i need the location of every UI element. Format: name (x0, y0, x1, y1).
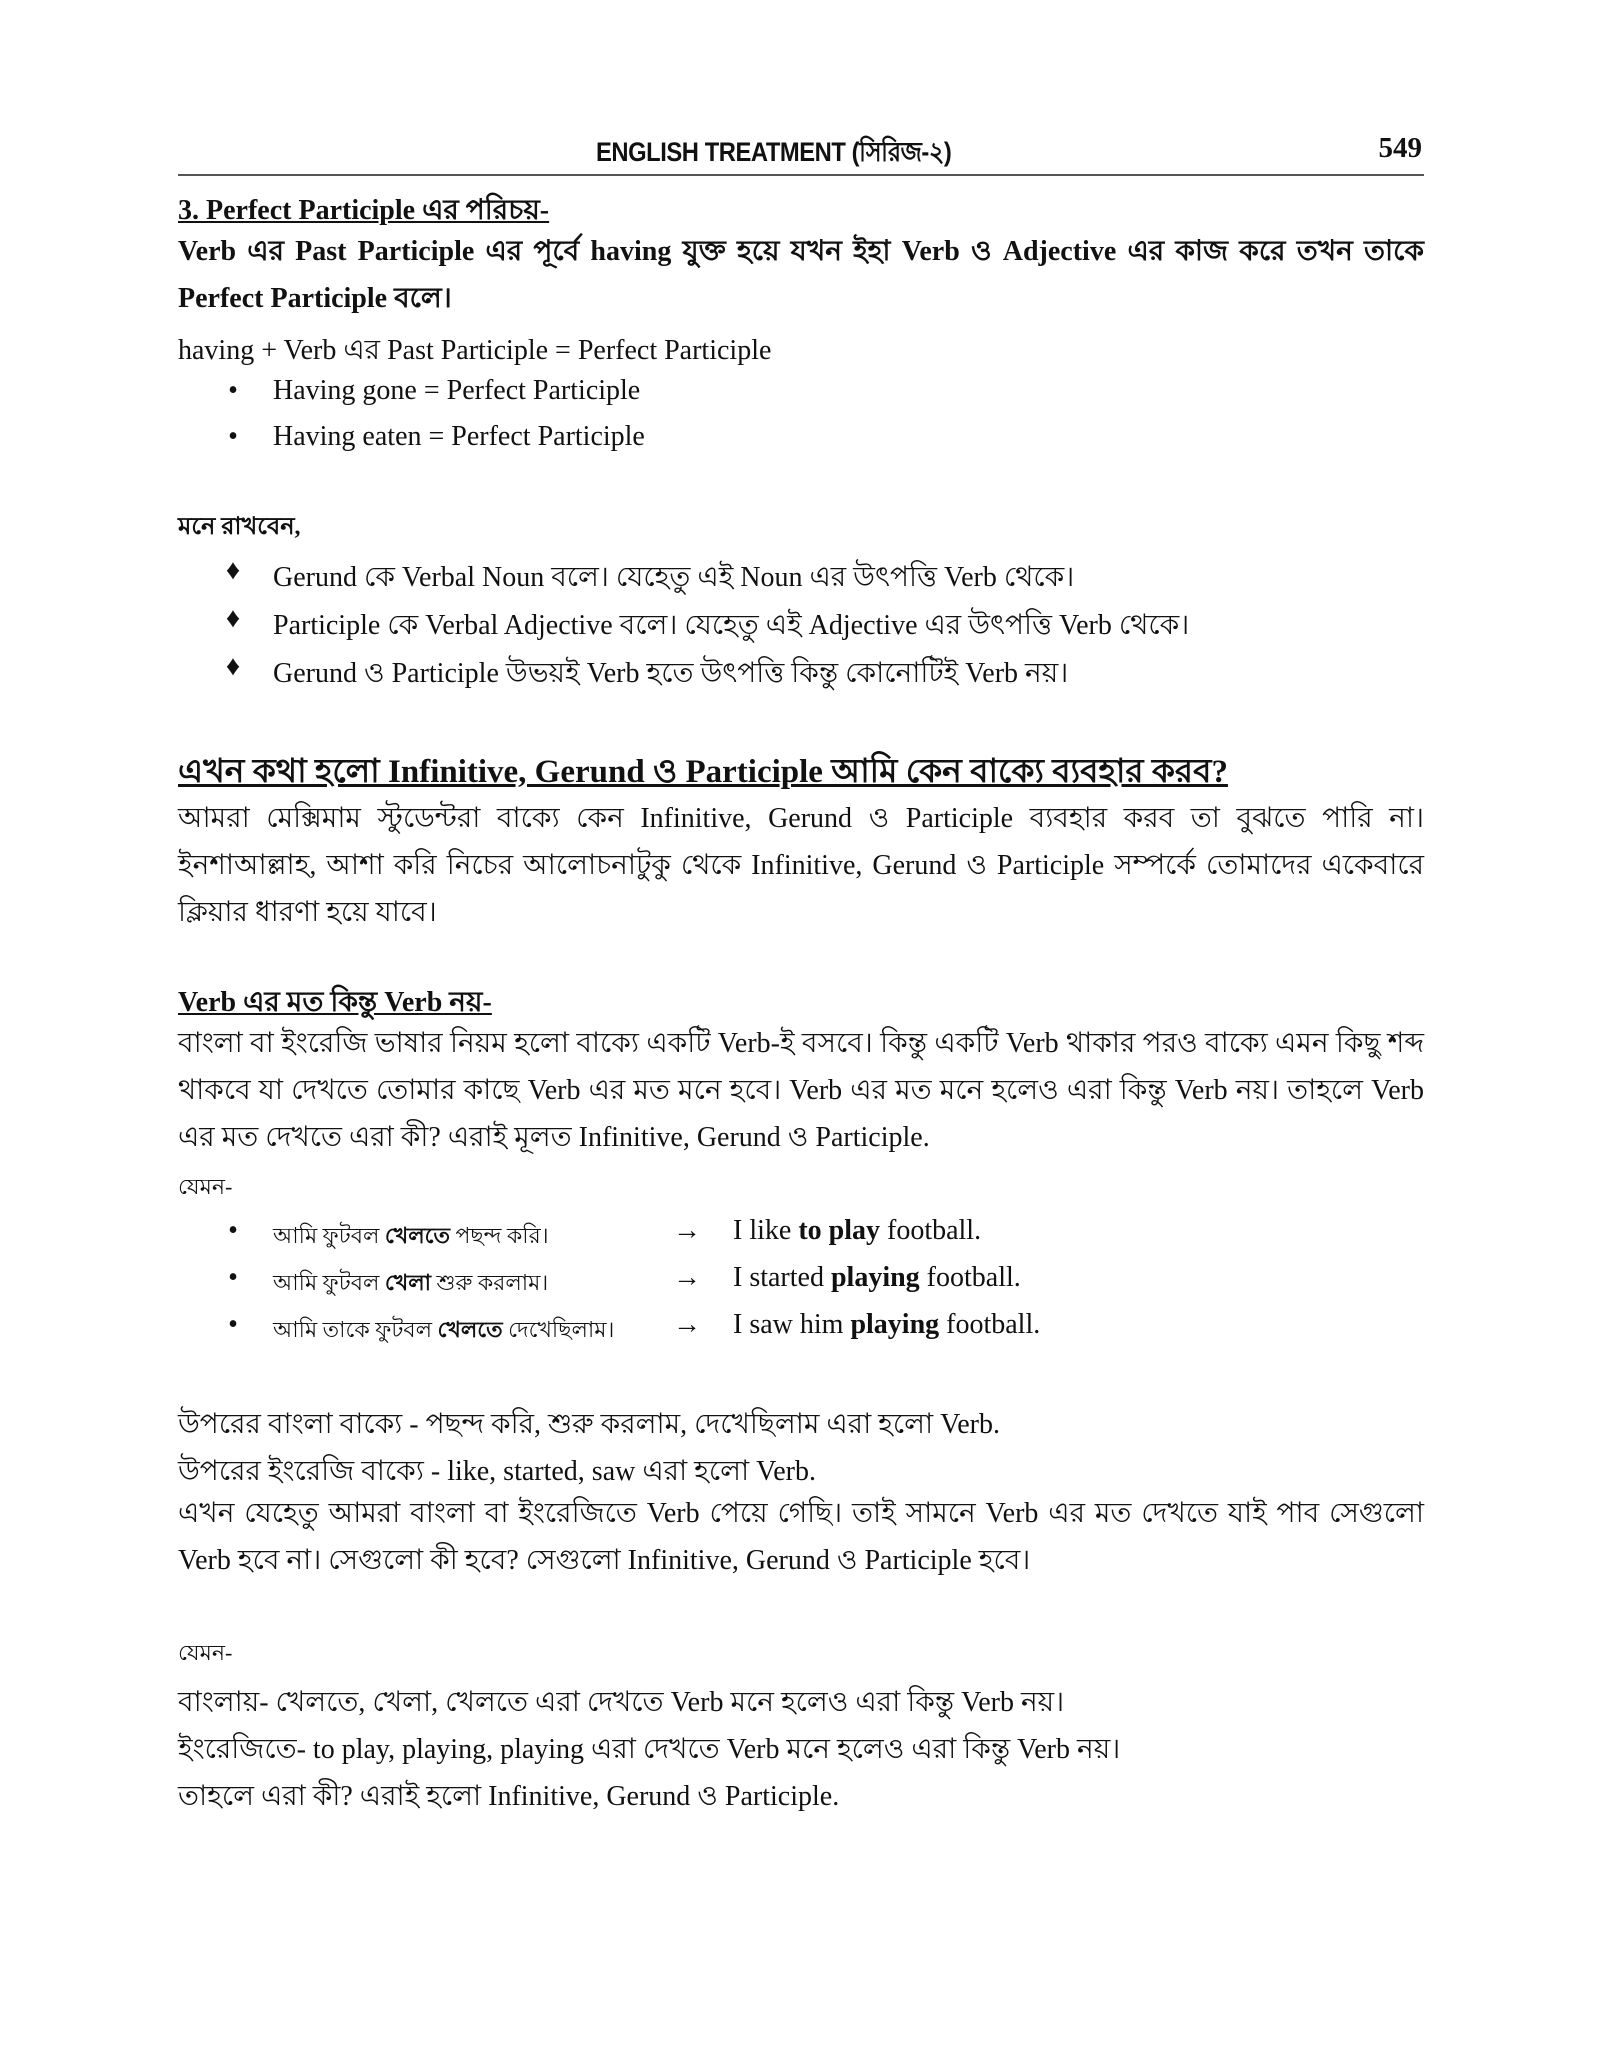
page-header (178, 130, 1424, 176)
bullet-icon: • (228, 1309, 238, 1340)
explanation-paragraph: এখন যেহেতু আমরা বাংলা বা ইংরেজিতে Verb পেয়ে গেছি। তাই সামনে Verb এর মত দেখতে যাই পাব সেগুলো Verb হবে না। সেগুলো কী হবে? সেগুলো Infinitive, Gerund ও Participle হবে। (178, 1498, 1424, 1576)
running-title: ENGLISH TREATMENT (সিরিজ-২) (596, 137, 952, 167)
bullet-icon: • (228, 1215, 238, 1246)
conclusion-line: তাহলে এরা কী? এরাই হলো Infinitive, Gerund ও Participle. (178, 1781, 840, 1812)
perfect-participle-definition: Verb এর Past Participle এর পূর্বে having যুক্ত হয়ে যখন ইহা Verb ও Adjective এর কাজ করে তখন তাকে Perfect Participle বলে। (178, 236, 1424, 314)
diamond-bullet-icon: ♦ (225, 651, 241, 682)
explanation-line: উপরের বাংলা বাক্যে - পছন্দ করি, শুরু করলাম, দেখেছিলাম এরা হলো Verb. (178, 1409, 1000, 1440)
conclusion-line: ইংরেজিতে- to play, playing, playing এরা দেখতে Verb মনে হলেও এরা কিন্তু Verb নয়। (178, 1734, 1121, 1765)
arrow-icon: → (673, 1215, 701, 1246)
why-section-heading: এখন কথা হলো Infinitive, Gerund ও Participle আমি কেন বাক্যে ব্যবহার করব? (178, 754, 1228, 790)
page-number: 549 (1378, 132, 1422, 164)
perfect-participle-heading: 3. Perfect Participle এর পরিচয়- (178, 195, 550, 226)
diamond-bullet-icon: ♦ (225, 603, 241, 634)
perfect-participle-formula: having + Verb এর Past Participle = Perfect Participle (178, 335, 772, 366)
bullet-icon: • (228, 1262, 238, 1293)
example-label: যেমন- (178, 1174, 233, 1199)
why-section-paragraph: আমরা মেক্সিমাম স্টুডেন্টরা বাক্যে কেন Infinitive, Gerund ও Participle ব্যবহার করব তা বুঝতে পারি না। ইনশাআল্লাহ, আশা করি নিচের আলোচনাটুকু থেকে Infinitive, Gerund ও Participle সম্পর্কে তোমাদের একেবারে ক্লিয়ার ধারণা হয়ে যাবে। (178, 803, 1424, 928)
bullet-icon: • (228, 421, 238, 452)
conclusion-label: যেমন- (178, 1640, 233, 1665)
verb-like-heading: Verb এর মত কিন্তু Verb নয়- (178, 987, 492, 1018)
diamond-bullet-icon: ♦ (225, 555, 241, 586)
remember-label: মনে রাখবেন, (178, 514, 301, 540)
conclusion-line: বাংলায়- খেলতে, খেলা, খেলতে এরা দেখতে Verb মনে হলেও এরা কিন্তু Verb নয়। (178, 1687, 1065, 1718)
explanation-line: উপরের ইংরেজি বাক্যে - like, started, saw এরা হলো Verb. (178, 1456, 816, 1487)
arrow-icon: → (673, 1309, 701, 1340)
arrow-icon: → (673, 1262, 701, 1293)
bullet-icon: • (228, 375, 238, 406)
verb-like-paragraph: বাংলা বা ইংরেজি ভাষার নিয়ম হলো বাক্যে একটি Verb-ই বসবে। কিন্তু একটি Verb থাকার পরও বাক্যে এমন কিছু শব্দ থাকবে যা দেখতে তোমার কাছে Verb এর মত মনে হবে। Verb এর মত মনে হলেও এরা কিন্তু Verb নয়। তাহলে Verb এর মত দেখতে এরা কী? এরাই মূলত Infinitive, Gerund ও Participle. (178, 1028, 1424, 1153)
